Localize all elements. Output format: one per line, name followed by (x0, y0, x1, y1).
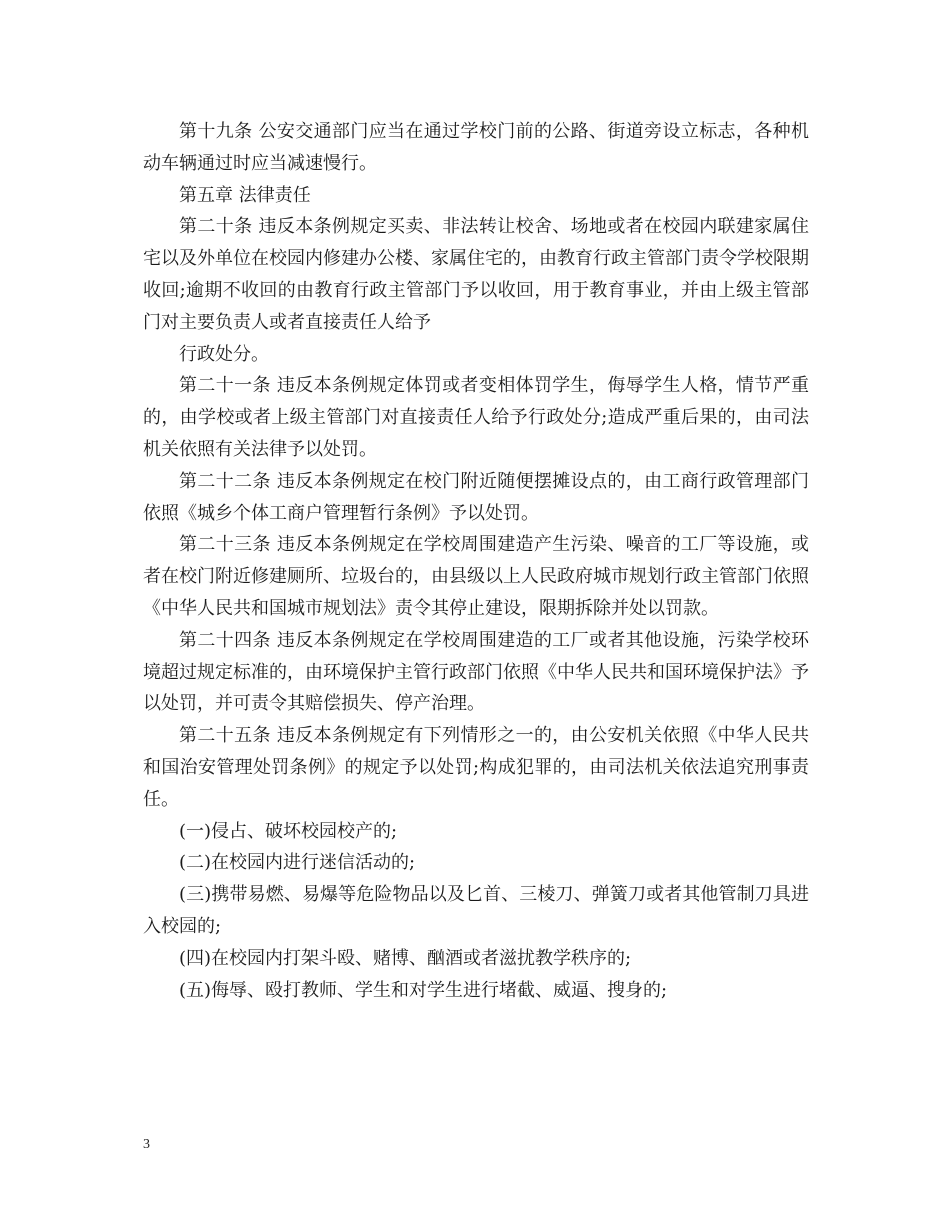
article-22-paragraph: 第二十二条 违反本条例规定在校门附近随便摆摊设点的，由工商行政管理部门依照《城乡个体工商户管理暂行条例》予以处罚。 (143, 470, 809, 524)
article-23-paragraph: 第二十三条 违反本条例规定在学校周围建造产生污染、噪音的工厂等设施，或者在校门附近修建厕所、垃圾台的，由县级以上人民政府城市规划行政主管部门依照《中华人民共和国城市规划法》责令其停止建设，限期拆除并处以罚款。 (143, 534, 809, 619)
article-21-paragraph: 第二十一条 违反本条例规定体罚或者变相体罚学生，侮辱学生人格，情节严重的，由学校或者上级主管部门对直接责任人给予行政处分;造成严重后果的，由司法机关依照有关法律予以处罚。 (143, 375, 809, 460)
list-item-3: (三)携带易燃、易爆等危险物品以及匕首、三棱刀、弹簧刀或者其他管制刀具进入校园的; (143, 884, 809, 937)
list-item-4: (四)在校园内打架斗殴、赌博、酗酒或者滋扰教学秩序的; (179, 947, 632, 969)
article-25-paragraph: 第二十五条 违反本条例规定有下列情形之一的，由公安机关依照《中华人民共和国治安管理处罚条例》的规定予以处罚;构成犯罪的，由司法机关依法追究刑事责任。 (143, 725, 809, 810)
article-20-paragraph: 第二十条 违反本条例规定买卖、非法转让校舍、场地或者在校园内联建家属住宅以及外单位在校园内修建办公楼、家属住宅的，由教育行政主管部门责令学校限期收回;逾期不收回的由教育行政主管部门予以收回，用于教育事业，并由上级主管部门对主要负责人或者直接责任人给予 (143, 216, 809, 333)
list-item-2: (二)在校园内进行迷信活动的; (179, 852, 416, 874)
article-19-paragraph: 第十九条 公安交通部门应当在通过学校门前的公路、街道旁设立标志，各种机动车辆通过时应当减速慢行。 (143, 121, 809, 174)
document-body (143, 116, 809, 1006)
chapter-5-heading: 第五章 法律责任 (179, 184, 311, 206)
page-number: 3 (143, 1137, 150, 1152)
list-item-5: (五)侮辱、殴打教师、学生和对学生进行堵截、威逼、搜身的; (179, 979, 668, 1001)
list-item-1: (一)侵占、破坏校园校产的; (179, 820, 398, 842)
article-20-continuation: 行政处分。 (179, 343, 269, 365)
article-24-paragraph: 第二十四条 违反本条例规定在学校周围建造的工厂或者其他设施，污染学校环境超过规定标准的，由环境保护主管行政部门依照《中华人民共和国环境保护法》予以处罚，并可责令其赔偿损失、停产治理。 (143, 629, 809, 715)
